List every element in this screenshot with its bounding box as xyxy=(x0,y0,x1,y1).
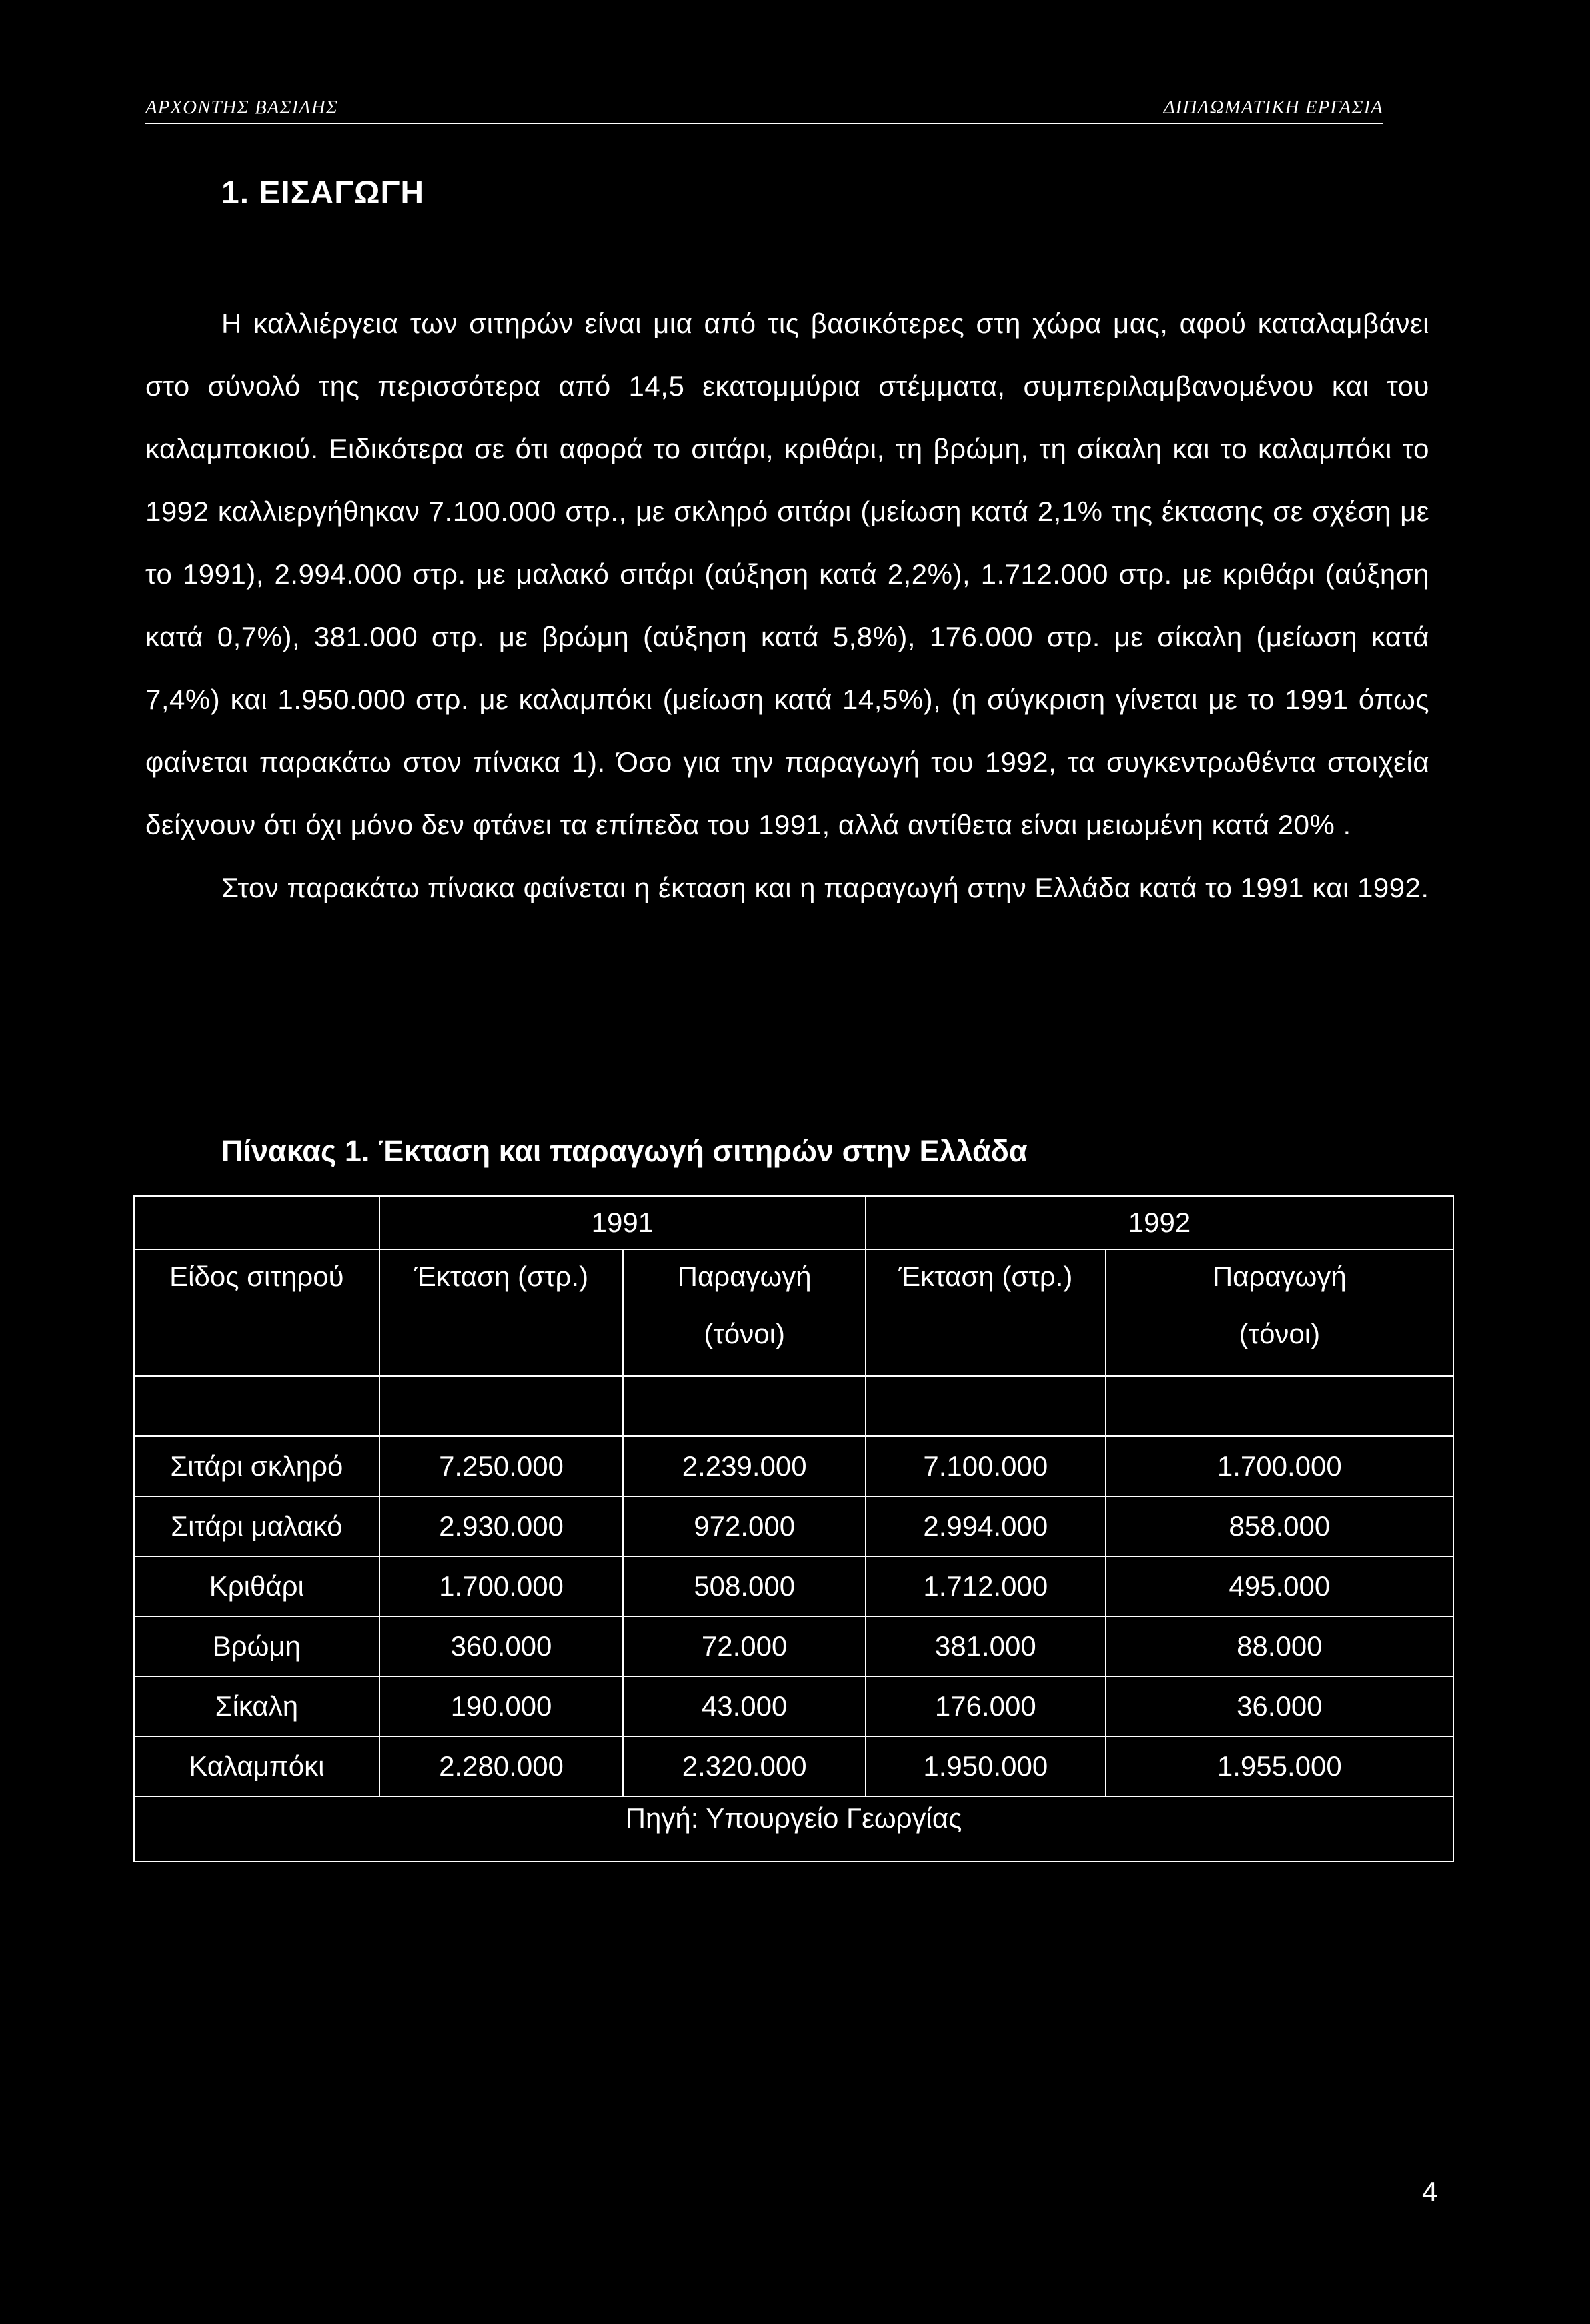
page-header xyxy=(145,97,1383,124)
area-1992: 176.000 xyxy=(866,1676,1106,1736)
col-type-header: Είδος σιτηρού xyxy=(134,1249,379,1376)
col-area-1991-header: Έκταση (στρ.) xyxy=(379,1249,624,1376)
header-author: ΑΡΧΟΝΤΗΣ ΒΑΣΙΛΗΣ xyxy=(145,97,338,118)
paragraph: Η καλλιέργεια των σιτηρών είναι μια από τις βασικότερες στη χώρα μας, αφού καταλαμβάνει στο σύνολό της περισσότερα από 14,5 εκατομμύρια στέμματα, συμπεριλαμβανομένου και του καλαμποκιού. Ειδικότερα σε ότι αφορά το σιτάρι, κριθάρι, τη βρώμη, τη σίκαλη και το καλαμπόκι το 1992 καλλιεργήθηκαν 7.100.000 στρ., με σκληρό σιτάρι (μείωση κατά 2,1% της έκτασης σε σχέση με το 1991), 2.994.000 στρ. με μαλακό σιτάρι (αύξηση κατά 2,2%), 1.712.000 στρ. με κριθάρι (αύξηση κατά 0,7%), 381.000 στρ. με βρώμη (αύξηση κατά 5,8%), 176.000 στρ. με σίκαλη (μείωση κατά 7,4%) και 1.950.000 στρ. με καλαμπόκι (μείωση κατά 14,5%), (η σύγκριση γίνεται με το 1991 όπως φαίνεται παρακάτω στον πίνακα 1). Όσο για την παραγωγή του 1992, τα συγκεντρωθέντα στοιχεία δείχνουν ότι όχι μόνο δεν φτάνει τα επίπεδα του 1991, αλλά αντίθετα είναι μειωμένη κατά 20% . xyxy=(145,308,1429,840)
empty-cell xyxy=(134,1196,379,1249)
grain-name: Σίκαλη xyxy=(134,1676,379,1736)
col-prod-1992-header: Παραγωγή (τόνοι) xyxy=(1106,1249,1453,1376)
table-row xyxy=(134,1736,1453,1796)
prod-1991: 2.239.000 xyxy=(623,1436,866,1496)
prod-1991: 72.000 xyxy=(623,1616,866,1676)
col-prod-1991-header: Παραγωγή (τόνοι) xyxy=(623,1249,866,1376)
data-table xyxy=(133,1195,1454,1862)
body-text xyxy=(145,292,1429,919)
table-row xyxy=(134,1616,1453,1676)
prod-1991: 508.000 xyxy=(623,1556,866,1616)
area-1991: 1.700.000 xyxy=(379,1556,624,1616)
prod-1991: 43.000 xyxy=(623,1676,866,1736)
area-1991: 360.000 xyxy=(379,1616,624,1676)
grain-name: Σιτάρι μαλακό xyxy=(134,1496,379,1556)
area-1991: 2.280.000 xyxy=(379,1736,624,1796)
table-caption: Πίνακας 1. Έκταση και παραγωγή σιτηρών στην Ελλάδα xyxy=(221,1134,1028,1168)
page-number: 4 xyxy=(1422,2176,1438,2207)
spacer-row xyxy=(134,1376,1453,1436)
area-1992: 2.994.000 xyxy=(866,1496,1106,1556)
paragraph: Στον παρακάτω πίνακα φαίνεται η έκταση και η παραγωγή στην Ελλάδα κατά το 1991 και 1992. xyxy=(221,872,1429,903)
table-row xyxy=(134,1496,1453,1556)
table-row xyxy=(134,1556,1453,1616)
year-header-row xyxy=(134,1196,1453,1249)
area-1992: 7.100.000 xyxy=(866,1436,1106,1496)
table-row xyxy=(134,1676,1453,1736)
prod-1991: 2.320.000 xyxy=(623,1736,866,1796)
prod-1991: 972.000 xyxy=(623,1496,866,1556)
grain-name: Καλαμπόκι xyxy=(134,1736,379,1796)
year-1991-header: 1991 xyxy=(379,1196,866,1249)
prod-1992: 1.700.000 xyxy=(1106,1436,1453,1496)
area-1991: 7.250.000 xyxy=(379,1436,624,1496)
area-1992: 381.000 xyxy=(866,1616,1106,1676)
grain-name: Βρώμη xyxy=(134,1616,379,1676)
prod-1992: 88.000 xyxy=(1106,1616,1453,1676)
source-row xyxy=(134,1796,1453,1862)
area-1992: 1.950.000 xyxy=(866,1736,1106,1796)
col-area-1992-header: Έκταση (στρ.) xyxy=(866,1249,1106,1376)
prod-1992: 1.955.000 xyxy=(1106,1736,1453,1796)
section-title: 1. ΕΙΣΑΓΩΓΗ xyxy=(221,175,425,211)
year-1992-header: 1992 xyxy=(866,1196,1453,1249)
column-header-row xyxy=(134,1249,1453,1376)
prod-1992: 36.000 xyxy=(1106,1676,1453,1736)
grain-name: Σιτάρι σκληρό xyxy=(134,1436,379,1496)
prod-1992: 858.000 xyxy=(1106,1496,1453,1556)
area-1991: 190.000 xyxy=(379,1676,624,1736)
header-doc-type: ΔΙΠΛΩΜΑΤΙΚΗ ΕΡΓΑΣΙΑ xyxy=(1163,97,1383,118)
table-source: Πηγή: Υπουργείο Γεωργίας xyxy=(134,1796,1453,1862)
prod-1992: 495.000 xyxy=(1106,1556,1453,1616)
area-1992: 1.712.000 xyxy=(866,1556,1106,1616)
grain-name: Κριθάρι xyxy=(134,1556,379,1616)
table-row xyxy=(134,1436,1453,1496)
area-1991: 2.930.000 xyxy=(379,1496,624,1556)
